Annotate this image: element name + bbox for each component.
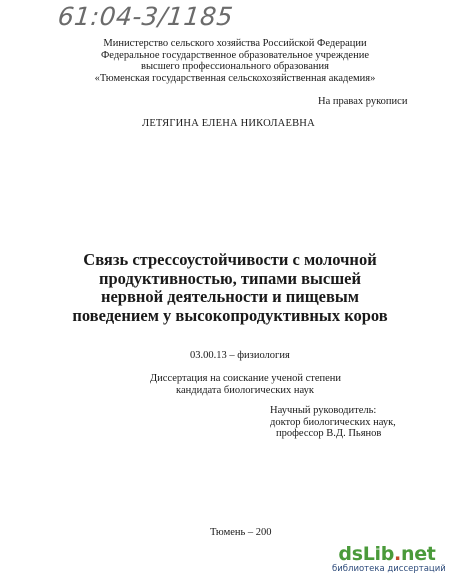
title-line: нервной деятельности и пищевым xyxy=(100,287,360,306)
degree-line: кандидата биологических наук xyxy=(176,384,314,396)
watermark-tagline: библиотека диссертаций xyxy=(332,564,446,574)
title-line: поведением у высокопродуктивных коров xyxy=(72,305,388,325)
scientific-supervisor xyxy=(270,405,396,440)
manuscript-rights-note: На правах рукописи xyxy=(318,96,408,107)
title-line: Связь стрессоустойчивости с молочной xyxy=(83,250,377,269)
logo-prefix: dsLib xyxy=(338,543,395,565)
institution-header xyxy=(90,38,380,84)
place-and-year: Тюмень – 200 xyxy=(210,527,272,538)
degree-line: Диссертация на соискание ученой степени xyxy=(150,373,342,384)
supervisor-name: профессор В.Д. Пьянов xyxy=(276,428,382,439)
header-line: Министерство сельского хозяйства Российской Федерации xyxy=(103,38,367,49)
supervisor-degree: доктор биологических наук, xyxy=(270,416,396,428)
logo-dot: . xyxy=(394,543,401,565)
dslib-watermark[interactable] xyxy=(332,543,446,574)
supervisor-label: Научный руководитель: xyxy=(270,405,377,416)
header-line: Федеральное государственное образовательное учреждение xyxy=(101,49,369,61)
author-name: ЛЕТЯГИНА ЕЛЕНА НИКОЛАЕВНА xyxy=(142,118,315,129)
degree-statement xyxy=(150,373,340,396)
handwritten-catalog-number: 61:04-3/1185 xyxy=(56,2,235,31)
header-line: «Тюменская государственная сельскохозяйственная академия» xyxy=(94,72,376,84)
dissertation-title xyxy=(40,251,420,325)
specialty-code: 03.00.13 – физиология xyxy=(190,350,290,361)
header-line: высшего профессионального образования xyxy=(141,61,329,72)
title-line: продуктивностью, типами высшей xyxy=(99,268,361,288)
dslib-logo xyxy=(332,544,442,564)
logo-suffix: net xyxy=(400,543,436,565)
